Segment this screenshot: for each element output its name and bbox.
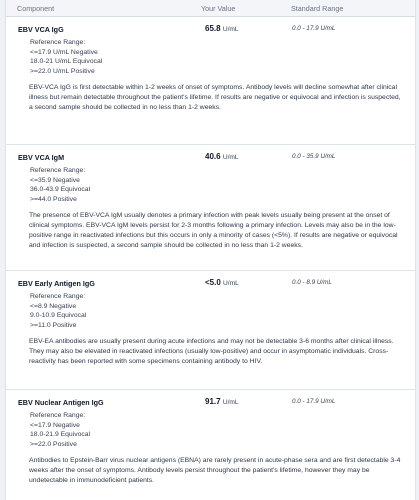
table-header [6,0,415,17]
result-description: Antibodies to Epstein-Barr virus nuclear antigens (EBNA) are rarely present in acute-phase sera and are first detectable 3-4 weeks after the onset of symptoms. Antibody levels persist throughout the patient's lifetime, however they may be undetectable in immunodeficient patients. [29,457,401,485]
reference-range: Reference Range: <=17.9 U/mL Negative 18.0-21 U/mL Equivocal >=22.0 U/mL Positive [30,39,103,75]
result-description: The presence of EBV-VCA IgM usually denotes a primary infection with peak levels usually being present at the onset of clinical symptoms. EBV-VCA IgM levels persist for 2-3 months following a primary infection. Levels may also be in the low-positive range in reactivated infections but this occurs in only a minority of cases (<5%). If results are negative or equivocal and infection is suspected, a second sample should be collected in no less than 1-2 weeks. [29,212,398,250]
standard-range: 0.0 - 17.9 U/mL [292,25,336,32]
standard-range: 0.0 - 8.9 U/mL [292,279,332,286]
component-name: EBV Nuclear Antigen IgG [18,398,104,407]
result-row-ebv-nuclear-antigen-igg [6,390,415,500]
component-name: EBV Early Antigen IgG [18,279,95,288]
standard-range: 0.0 - 17.9 U/mL [292,398,336,405]
result-description: EBV-EA antibodies are usually present during acute infections and may not be detectable 3-6 months after clinical illness. They may also be elevated in reactivated infections (usually low-positive) and occur in asymptomatic individuals. Cross-reactivity has been reported with some specimens containing antibody to HIV. [29,338,394,366]
result-row-ebv-vca-igm [6,145,415,271]
component-name: EBV VCA IgM [18,153,65,162]
result-description: EBV-VCA IgG is first detectable within 1-2 weeks of onset of symptoms. Antibody levels will decline somewhat after clinical illness but remain detectable throughout the patient's lifetime. If results are negative or equivocal and infection is suspected, a second sample should be collected in no less than 1-2 weeks. [29,84,401,112]
results-table [5,0,416,500]
result-value: 40.6 U/mL [205,152,239,161]
result-value: <5.0 U/mL [205,278,239,287]
component-name: EBV VCA IgG [18,25,64,34]
header-your-value: Your Value [201,4,236,13]
standard-range: 0.0 - 35.9 U/mL [292,153,336,160]
reference-range: Reference Range: <=8.9 Negative 9.0-10.9 Equivocal >=11.0 Positive [30,293,87,329]
result-value: 65.8 U/mL [205,24,239,33]
result-value: 91.7 U/mL [205,397,239,406]
result-row-ebv-vca-igg [6,17,415,145]
reference-range: Reference Range: <=17.9 Negative 18.0-21.9 Equivocal >=22.0 Positive [30,412,91,448]
header-component: Component [17,4,55,13]
reference-range: Reference Range: <=35.9 Negative 36.0-43.9 Equivocal >=44.0 Positive [30,167,91,203]
header-standard-range: Standard Range [291,4,344,13]
result-row-ebv-early-antigen-igg [6,271,415,390]
